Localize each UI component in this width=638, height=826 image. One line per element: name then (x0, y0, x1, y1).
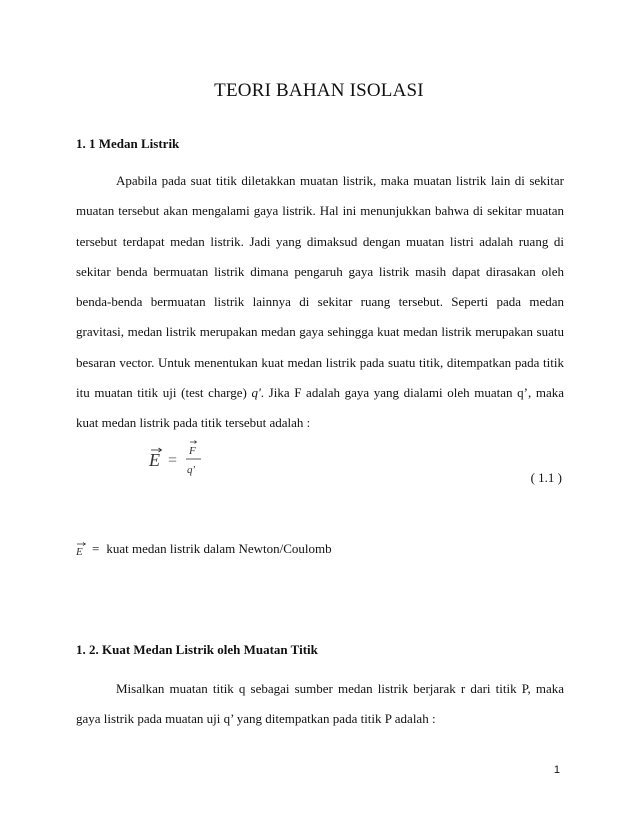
equation-lhs: E (149, 450, 160, 470)
definition-text: kuat medan listrik dalam Newton/Coulomb (106, 541, 332, 556)
paragraph-text: Apabila pada suat titik diletakkan muatan listrik, maka muatan listrik lain di sekitar muatan tersebut akan mengalami gaya listrik. Hal ini menunjukkan bahwa di sekitar muatan tersebut terdapat medan listrik. Jadi yang dimaksud dengan muatan listri adalah ruang di sekitar benda bermuatan listrik dimana pengaruh gaya listrik masih dapat dirasakan oleh benda-benda bermuatan listrik lainnya di sekitar ruang tersebut. Seperti pada medan gravitasi, medan listrik merupakan medan gaya sehingga kuat medan listrik merupakan suatu besaran vector. Untuk menentukan kuat medan listrik pada suatu titik, ditempatkan pada titik itu muatan titik uji (test charge) (76, 173, 564, 401)
section-heading-kuat-medan: 1. 2. Kuat Medan Listrik oleh Muatan Titik (76, 642, 318, 657)
page-number: 1 (553, 764, 560, 776)
test-charge-symbol: q' (251, 385, 261, 401)
equation-graphic (148, 440, 268, 484)
section-heading-medan-listrik: 1. 1 Medan Listrik (76, 136, 180, 151)
page-title: TEORI BAHAN ISOLASI (214, 80, 424, 101)
paragraph-text-continued: . Jika F adalah gaya yang dialami oleh muatan q’, maka kuat medan listrik pada titik tersebut adalah : (76, 385, 564, 431)
definition-equals: = (92, 541, 100, 556)
definition-symbol: E (76, 546, 83, 557)
equation-denominator: q' (187, 464, 195, 476)
equation-1-1 (148, 440, 268, 480)
paragraph-kuat-medan: Misalkan muatan titik q sebagai sumber medan listrik berjarak r dari titik P, maka gaya listrik pada muatan uji q’ yang ditempatkan pada titik P adalah : (76, 681, 564, 727)
equation-equals: = (168, 452, 178, 469)
equation-number: ( 1.1 ) (530, 470, 562, 485)
equation-numerator: F (189, 445, 196, 457)
paragraph-medan-listrik (76, 166, 564, 439)
definition-line (76, 541, 332, 557)
e-field-symbol (76, 541, 88, 557)
